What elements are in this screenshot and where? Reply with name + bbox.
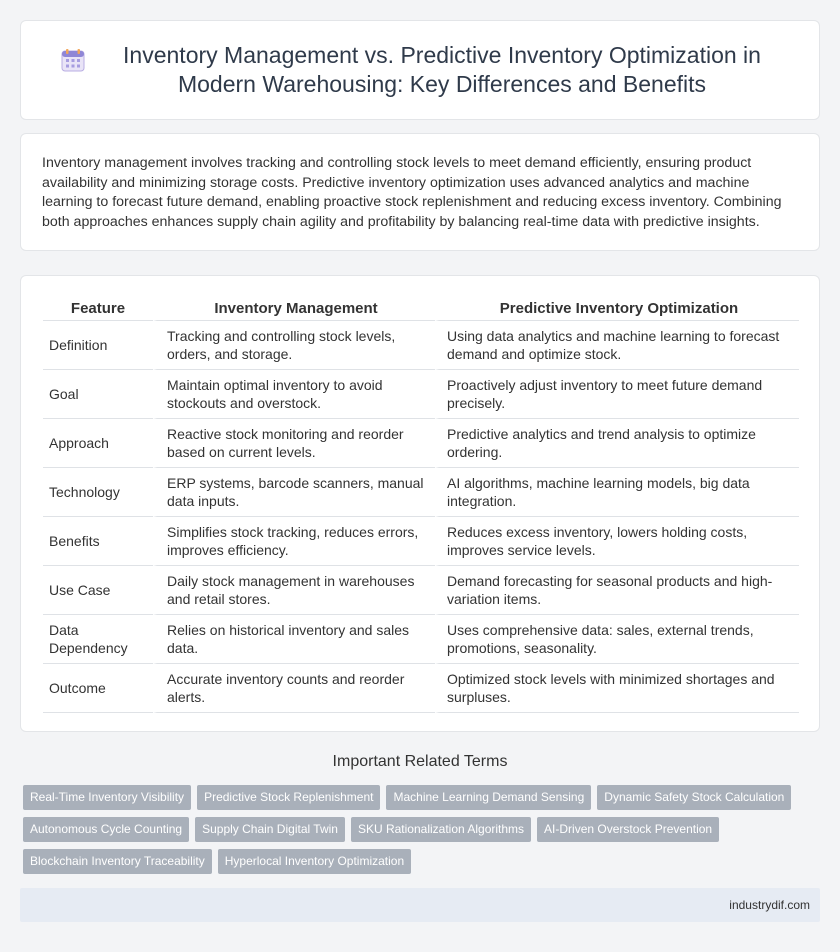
calendar-icon bbox=[60, 47, 86, 73]
related-term-tag[interactable]: Blockchain Inventory Traceability bbox=[23, 849, 212, 874]
inventory-management-cell: Reactive stock monitoring and reorder based on current levels. bbox=[153, 419, 435, 468]
related-term-tag[interactable]: Predictive Stock Replenishment bbox=[197, 785, 380, 810]
predictive-optimization-cell: Predictive analytics and trend analysis to optimize ordering. bbox=[435, 419, 799, 468]
predictive-optimization-cell: AI algorithms, machine learning models, big data integration. bbox=[435, 468, 799, 517]
feature-cell: Outcome bbox=[43, 664, 153, 713]
feature-cell: Definition bbox=[43, 321, 153, 370]
feature-cell: Technology bbox=[43, 468, 153, 517]
table-row bbox=[43, 615, 799, 664]
feature-cell: Benefits bbox=[43, 517, 153, 566]
table-row bbox=[43, 468, 799, 517]
feature-cell: Data Dependency bbox=[43, 615, 153, 664]
related-term-tag[interactable]: Supply Chain Digital Twin bbox=[195, 817, 345, 842]
related-term-tag[interactable]: Dynamic Safety Stock Calculation bbox=[597, 785, 791, 810]
predictive-optimization-cell: Demand forecasting for seasonal products and high-variation items. bbox=[435, 566, 799, 615]
table-row bbox=[43, 664, 799, 713]
page-title: Inventory Management vs. Predictive Inventory Optimization in Modern Warehousing: Key Differences and Benefits bbox=[123, 42, 761, 97]
table-row bbox=[43, 419, 799, 468]
related-term-tag[interactable]: AI-Driven Overstock Prevention bbox=[537, 817, 719, 842]
table-row bbox=[43, 370, 799, 419]
footer-site-link[interactable]: industrydif.com bbox=[729, 898, 810, 912]
table-row bbox=[43, 517, 799, 566]
related-term-tag[interactable]: Hyperlocal Inventory Optimization bbox=[218, 849, 411, 874]
related-terms-list bbox=[23, 785, 813, 881]
comparison-card bbox=[20, 275, 820, 732]
inventory-management-cell: ERP systems, barcode scanners, manual data inputs. bbox=[153, 468, 435, 517]
title-wrap bbox=[60, 41, 780, 99]
table-header-row bbox=[43, 293, 799, 321]
predictive-optimization-cell: Reduces excess inventory, lowers holding costs, improves service levels. bbox=[435, 517, 799, 566]
feature-cell: Approach bbox=[43, 419, 153, 468]
feature-cell: Use Case bbox=[43, 566, 153, 615]
footer bbox=[20, 888, 820, 922]
inventory-management-cell: Accurate inventory counts and reorder alerts. bbox=[153, 664, 435, 713]
intro-paragraph: Inventory management involves tracking and controlling stock levels to meet demand efficiently, ensuring product availability and minimizing storage costs. Predictive inventory optimization uses advanced analytics and machine learning to forecast future demand, enabling proactive stock replenishment and reducing excess inventory. Combining both approaches enhances supply chain agility and profitability by balancing real-time data with predictive insights. bbox=[42, 155, 782, 230]
intro-card bbox=[20, 133, 820, 251]
table-row bbox=[43, 566, 799, 615]
comparison-table bbox=[43, 293, 799, 713]
inventory-management-cell: Simplifies stock tracking, reduces errors, improves efficiency. bbox=[153, 517, 435, 566]
related-term-tag[interactable]: Real-Time Inventory Visibility bbox=[23, 785, 191, 810]
header-predictive-optimization: Predictive Inventory Optimization bbox=[435, 293, 799, 321]
related-terms-title: Important Related Terms bbox=[332, 753, 508, 770]
related-term-tag[interactable]: SKU Rationalization Algorithms bbox=[351, 817, 531, 842]
feature-cell: Goal bbox=[43, 370, 153, 419]
inventory-management-cell: Tracking and controlling stock levels, orders, and storage. bbox=[153, 321, 435, 370]
predictive-optimization-cell: Proactively adjust inventory to meet future demand precisely. bbox=[435, 370, 799, 419]
predictive-optimization-cell: Uses comprehensive data: sales, external trends, promotions, seasonality. bbox=[435, 615, 799, 664]
inventory-management-cell: Maintain optimal inventory to avoid stockouts and overstock. bbox=[153, 370, 435, 419]
inventory-management-cell: Daily stock management in warehouses and retail stores. bbox=[153, 566, 435, 615]
header-inventory-management: Inventory Management bbox=[153, 293, 435, 321]
predictive-optimization-cell: Optimized stock levels with minimized shortages and surpluses. bbox=[435, 664, 799, 713]
title-card bbox=[20, 20, 820, 120]
related-term-tag[interactable]: Machine Learning Demand Sensing bbox=[386, 785, 591, 810]
inventory-management-cell: Relies on historical inventory and sales data. bbox=[153, 615, 435, 664]
header-feature: Feature bbox=[43, 293, 153, 321]
predictive-optimization-cell: Using data analytics and machine learning to forecast demand and optimize stock. bbox=[435, 321, 799, 370]
table-row bbox=[43, 321, 799, 370]
related-term-tag[interactable]: Autonomous Cycle Counting bbox=[23, 817, 189, 842]
